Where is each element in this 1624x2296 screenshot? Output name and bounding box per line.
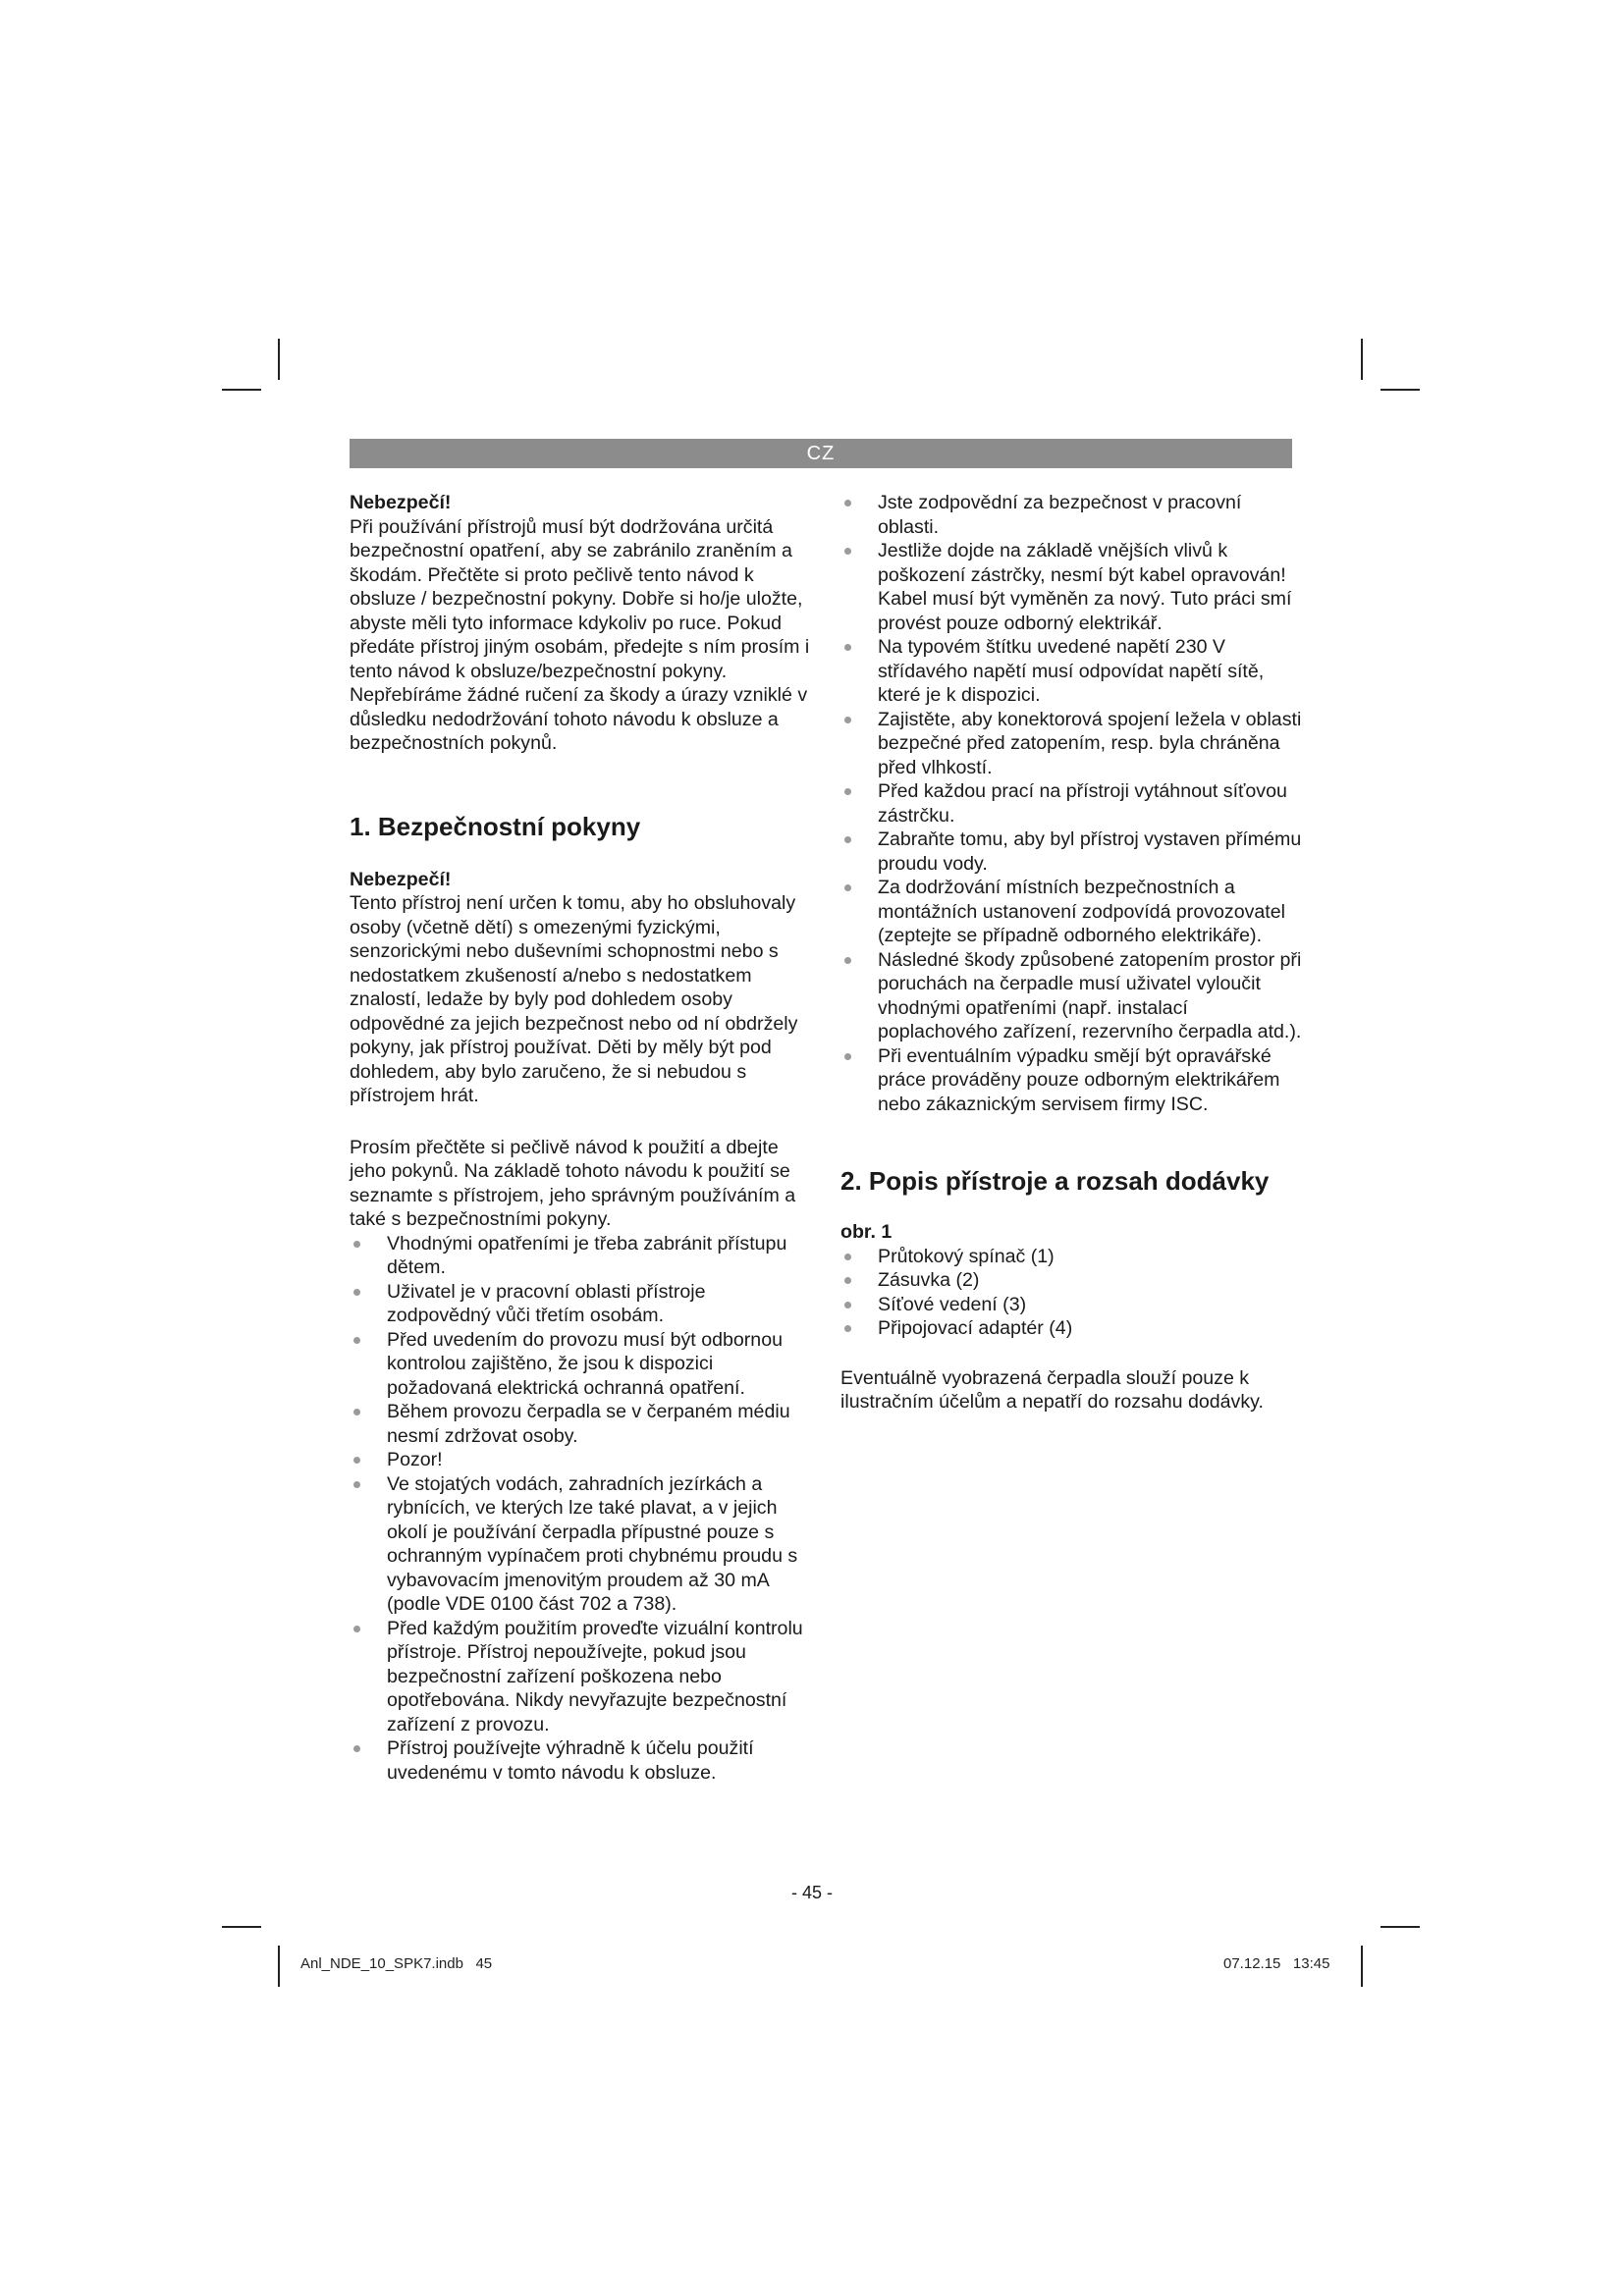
list-item: Jste zodpovědní za bezpečnost v pracovní oblasti. xyxy=(840,491,1302,539)
crop-mark xyxy=(222,389,261,391)
list-item: Průtokový spínač (1) xyxy=(840,1245,1302,1269)
safety-list xyxy=(350,1232,811,1786)
footer-file: Anl_NDE_10_SPK7.indb 45 xyxy=(300,1955,493,1972)
footer-timestamp: 07.12.15 13:45 xyxy=(1223,1955,1330,1972)
warning-title: Nebezpečí! xyxy=(350,868,452,890)
list-item: Síťové vedení (3) xyxy=(840,1293,1302,1317)
list-item: Na typovém štítku uvedené napětí 230 V střídavého napětí musí odpovídat napětí sítě, které je k dispozici. xyxy=(840,635,1302,708)
list-item: Přístroj používejte výhradně k účelu použití uvedenému v tomto návodu k obsluze. xyxy=(350,1736,811,1785)
crop-mark xyxy=(1380,1926,1420,1928)
instructions-paragraph: Prosím přečtěte si pečlivě návod k použití a dbejte jeho pokynů. Na základě tohoto návodu k použití se seznamte s přístrojem, jeho správným používáním a také s bezpečnostními pokyny. xyxy=(350,1136,796,1230)
crop-mark xyxy=(1380,389,1420,391)
list-item: Při eventuálním výpadku smějí být opravářské práce prováděny pouze odborným elektrikářem nebo zákaznickým servisem firmy ISC. xyxy=(840,1044,1302,1117)
crop-mark xyxy=(222,1926,261,1928)
list-item: Zajistěte, aby konektorová spojení ležela v oblasti bezpečné před zatopením, resp. byla chráněna před vlhkostí. xyxy=(840,708,1302,780)
list-item: Zabraňte tomu, aby byl přístroj vystaven přímému proudu vody. xyxy=(840,828,1302,876)
list-item: Během provozu čerpadla se v čerpaném médiu nesmí zdržovat osoby. xyxy=(350,1400,811,1448)
parts-list xyxy=(840,1245,1302,1341)
list-item: Před každou prací na přístroji vytáhnout síťovou zástrčku. xyxy=(840,779,1302,828)
figure-label: obr. 1 xyxy=(840,1221,893,1243)
safety-list xyxy=(840,491,1302,1116)
list-item: Připojovací adaptér (4) xyxy=(840,1316,1302,1341)
list-item: Před každým použitím proveďte vizuální kontrolu přístroje. Přístroj nepoužívejte, pokud jsou bezpečnostní zařízení poškozena nebo opotřebována. Nikdy nevyřazujte bezpečnostní zařízení z provozu. xyxy=(350,1617,811,1737)
page-number: - 45 - xyxy=(790,1883,833,1902)
right-column xyxy=(840,491,1302,1415)
left-column xyxy=(350,491,811,1785)
list-item: Před uvedením do provozu musí být odbornou kontrolou zajištěno, že jsou k dispozici požadovaná elektrická ochranná opatření. xyxy=(350,1328,811,1401)
list-item: Jestliže dojde na základě vnějších vlivů k poškození zástrčky, nesmí být kabel opravován! Kabel musí být vyměněn za nový. Tuto práci smí provést pouze odborný elektrikář. xyxy=(840,539,1302,635)
list-item: Ve stojatých vodách, zahradních jezírkách a rybnících, ve kterých lze také plavat, a v jejich okolí je používání čerpadla přípustné pouze s ochranným vypínačem proti chybnému proudu s vybavovacím jmenovitým proudem až 30 mA (podle VDE 0100 část 702 a 738). xyxy=(350,1472,811,1617)
crop-mark xyxy=(278,339,280,380)
list-item: Následné škody způsobené zatopením prostor při poruchách na čerpadle musí uživatel vyloučit vhodnými opatřeními (např. instalací poplachového zařízení, rezervního čerpadla atd.). xyxy=(840,948,1302,1044)
list-item: Zásuvka (2) xyxy=(840,1268,1302,1293)
language-header-bar xyxy=(350,439,1292,468)
list-item: Za dodržování místních bezpečnostních a montážních ustanovení zodpovídá provozovatel (zeptejte se případně odborného elektrikáře). xyxy=(840,876,1302,948)
crop-mark xyxy=(1361,1946,1363,1987)
warning-text: Při používání přístrojů musí být dodržována určitá bezpečnostní opatření, aby se zabránilo zraněním a škodám. Přečtěte si proto pečlivě tento návod k obsluze / bezpečnostní pokyny. Dobře si ho/je uložte, abyste měli tyto informace kdykoliv po ruce. Pokud předáte přístroj jiným osobám, předejte s ním prosím i tento návod k obsluze/bezpečnostní pokyny. Nepřebíráme žádné ručení za škody a úrazy vzniklé v důsledku nedodržování tohoto návodu k obsluze a bezpečnostních pokynů. xyxy=(350,515,810,754)
list-item: Pozor! xyxy=(350,1448,811,1472)
list-item: Uživatel je v pracovní oblasti přístroje zodpovědný vůči třetím osobám. xyxy=(350,1280,811,1328)
warning-title: Nebezpečí! xyxy=(350,492,452,513)
crop-mark xyxy=(278,1946,280,1987)
list-item: Vhodnými opatřeními je třeba zabránit přístupu dětem. xyxy=(350,1232,811,1280)
crop-mark xyxy=(1361,339,1363,380)
section-heading: 1. Bezpečnostní pokyny xyxy=(350,811,641,841)
warning-text: Tento přístroj není určen k tomu, aby ho obsluhovaly osoby (včetně dětí) s omezenými fyzickými, senzorickými nebo duševními schopnostmi nebo s nedostatkem zkušeností a/nebo s nedostatkem znalostí, ledaže by byly pod dohledem osoby odpovědné za jejich bezpečnost nebo od ní obdržely pokyny, jak přístroj používat. Děti by měly být pod dohledem, aby bylo zaručeno, že si nebudou s přístrojem hrát. xyxy=(350,892,798,1106)
language-label: CZ xyxy=(806,443,836,464)
note-paragraph: Eventuálně vyobrazená čerpadla slouží pouze k ilustračním účelům a nepatří do rozsahu dodávky. xyxy=(840,1366,1264,1413)
section-heading: 2. Popis přístroje a rozsah dodávky xyxy=(840,1166,1270,1196)
